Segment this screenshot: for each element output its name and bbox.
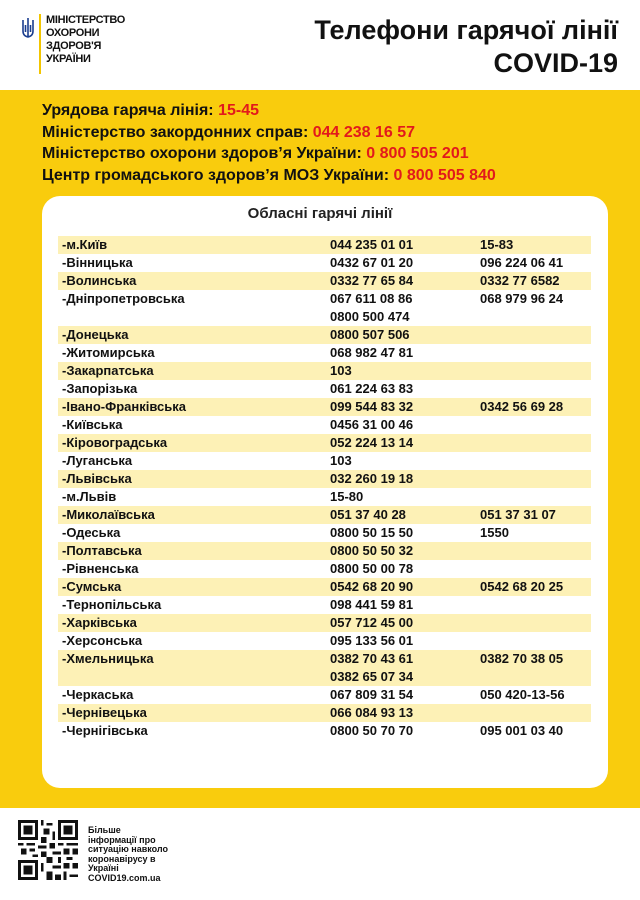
region-phone-secondary: 0342 56 69 28 xyxy=(480,399,564,414)
region-phone-primary: 0382 70 43 61 xyxy=(330,651,414,666)
national-hotlines xyxy=(42,100,496,186)
region-row xyxy=(58,344,591,362)
region-name: -Дніпропетровська xyxy=(62,291,185,306)
region-name: -Черкаська xyxy=(62,687,134,702)
logo-text xyxy=(46,14,125,74)
region-row xyxy=(58,434,591,452)
region-row xyxy=(58,560,591,578)
region-name: -Київська xyxy=(62,417,123,432)
region-phone-primary: 0800 507 506 xyxy=(330,327,410,342)
region-name: -Чернівецька xyxy=(62,705,147,720)
region-row xyxy=(58,704,591,722)
region-phone-primary: 032 260 19 18 xyxy=(330,471,414,486)
region-phone-primary: 066 084 93 13 xyxy=(330,705,414,720)
region-row xyxy=(58,326,591,344)
region-row xyxy=(58,596,591,614)
region-name: -м.Львів xyxy=(62,489,117,504)
region-phone-primary: 0432 67 01 20 xyxy=(330,255,414,270)
title-line-1: Телефони гарячої лінії xyxy=(314,15,618,45)
region-phone-primary: 068 982 47 81 xyxy=(330,345,414,360)
region-row xyxy=(58,542,591,560)
region-row xyxy=(58,722,591,740)
qr-code-icon xyxy=(18,820,78,880)
footer-line: коронавірусу в xyxy=(88,853,156,864)
region-phone-primary: 057 712 45 00 xyxy=(330,615,414,630)
regional-title: Обласні гарячі лінії xyxy=(247,205,393,222)
region-name: -Харківська xyxy=(62,615,137,630)
region-name: -Житомирська xyxy=(62,345,155,360)
region-name: -Полтавська xyxy=(62,543,142,558)
region-row xyxy=(58,254,591,272)
region-name: -Луганська xyxy=(62,453,133,468)
footer-line: інформації про xyxy=(88,834,156,845)
hotline-label: Міністерство закордонних справ: xyxy=(42,123,313,141)
region-phone-primary: 067 611 08 86 xyxy=(330,291,413,306)
trident-icon xyxy=(20,17,36,39)
region-name: -Одеська xyxy=(62,525,121,540)
region-name: -Донецька xyxy=(62,327,129,342)
region-phone-primary: 15-80 xyxy=(330,489,364,504)
hotline-foreign-affairs xyxy=(42,122,496,144)
region-phone-secondary: 051 37 31 07 xyxy=(480,507,556,522)
region-name: -Рівненська xyxy=(62,561,139,576)
region-name: -м.Київ xyxy=(62,237,108,252)
region-phone-secondary: 096 224 06 41 xyxy=(480,255,564,270)
footer-website: COVID19.com.ua xyxy=(88,872,161,883)
region-row xyxy=(58,236,591,254)
region-phone-secondary: 15-83 xyxy=(480,237,514,252)
region-row xyxy=(58,362,591,380)
region-name: -Тернопільська xyxy=(62,597,162,612)
footer-line: Більше xyxy=(88,825,121,835)
region-phone-primary: 067 809 31 54 xyxy=(330,687,414,702)
region-name: -Хмельницька xyxy=(62,651,154,666)
title-line-2: COVID-19 xyxy=(493,48,618,78)
region-row xyxy=(58,686,591,704)
region-row xyxy=(58,470,591,488)
region-row xyxy=(58,578,591,596)
region-phone-primary: 052 224 13 14 xyxy=(330,435,414,450)
region-phone-primary: 051 37 40 28 xyxy=(330,507,406,522)
header xyxy=(0,0,640,90)
region-row xyxy=(58,398,591,416)
logo-line: ЗДОРОВ'Я xyxy=(46,40,102,52)
region-phone-primary: 0456 31 00 46 xyxy=(330,417,414,432)
hotline-number: 0 800 505 840 xyxy=(393,166,496,184)
footer-line: Україні xyxy=(88,863,119,873)
region-row xyxy=(58,290,591,326)
region-name: -Сумська xyxy=(62,579,122,594)
region-row xyxy=(58,650,591,686)
region-row xyxy=(58,632,591,650)
region-phone-extra: 0382 65 07 34 xyxy=(330,669,414,684)
region-name: -Волинська xyxy=(62,273,137,288)
page-title xyxy=(314,14,618,80)
hotline-government xyxy=(42,100,496,122)
hotline-public-health-center xyxy=(42,165,496,187)
region-name: -Чернігівська xyxy=(62,723,148,738)
logo-line: ОХОРОНИ xyxy=(46,27,100,39)
region-phone-secondary: 1550 xyxy=(480,525,509,540)
region-row xyxy=(58,488,591,506)
hotline-health-ministry xyxy=(42,143,496,165)
hotline-number: 044 238 16 57 xyxy=(312,123,416,141)
hotline-label: Урядова гаряча лінія: xyxy=(42,102,219,119)
region-phone-primary: 0800 50 00 78 xyxy=(330,561,414,576)
region-phone-secondary: 050 420-13-56 xyxy=(480,687,565,702)
region-row xyxy=(58,506,591,524)
logo-line: УКРАЇНИ xyxy=(46,53,91,65)
region-phone-secondary: 095 001 03 40 xyxy=(480,723,564,738)
region-row xyxy=(58,416,591,434)
region-row xyxy=(58,380,591,398)
region-name: -Миколаївська xyxy=(62,507,155,522)
region-phone-primary: 044 235 01 01 xyxy=(330,237,414,252)
region-phone-secondary: 068 979 96 24 xyxy=(480,291,564,306)
region-phone-secondary: 0382 70 38 05 xyxy=(480,651,564,666)
region-phone-primary: 103 xyxy=(330,453,352,468)
region-phone-primary: 099 544 83 32 xyxy=(330,399,414,414)
region-name: -Кіровоградська xyxy=(62,435,168,450)
region-phone-secondary: 0542 68 20 25 xyxy=(480,579,564,594)
region-phone-primary: 0800 50 70 70 xyxy=(330,723,414,738)
region-phone-primary: 0542 68 20 90 xyxy=(330,579,414,594)
region-row xyxy=(58,524,591,542)
region-phone-primary: 0800 50 50 32 xyxy=(330,543,414,558)
region-row xyxy=(58,452,591,470)
region-phone-primary: 0332 77 65 84 xyxy=(330,273,414,288)
hotline-number: 0 800 505 201 xyxy=(366,145,469,162)
region-row xyxy=(58,272,591,290)
region-name: -Вінницька xyxy=(62,255,133,270)
region-name: -Закарпатська xyxy=(62,363,154,378)
region-phone-primary: 098 441 59 81 xyxy=(330,597,414,612)
logo-line: МІНІСТЕРСТВО xyxy=(46,14,126,26)
region-name: -Івано-Франківська xyxy=(62,399,186,414)
region-phone-primary: 061 224 63 83 xyxy=(330,381,414,396)
region-phone-primary: 103 xyxy=(330,363,352,378)
region-phone-primary: 0800 50 15 50 xyxy=(330,525,414,540)
region-phone-extra: 0800 500 474 xyxy=(330,309,410,324)
regional-table xyxy=(58,236,591,740)
footer-line: ситуацію навколо xyxy=(88,844,169,854)
footer-info xyxy=(88,826,178,883)
hotline-label: Центр громадського здоров’я МОЗ України: xyxy=(42,166,394,184)
region-phone-secondary: 0332 77 6582 xyxy=(480,273,560,288)
region-row xyxy=(58,614,591,632)
logo-divider xyxy=(39,14,41,74)
region-name: -Запорізька xyxy=(62,381,138,396)
hotline-label: Міністерство охорони здоров’я України: xyxy=(42,145,367,162)
region-name: -Херсонська xyxy=(62,633,143,648)
region-name: -Львівська xyxy=(62,471,132,486)
hotline-number: 15-45 xyxy=(218,102,259,119)
region-phone-primary: 095 133 56 01 xyxy=(330,633,414,648)
ministry-logo xyxy=(20,14,125,74)
